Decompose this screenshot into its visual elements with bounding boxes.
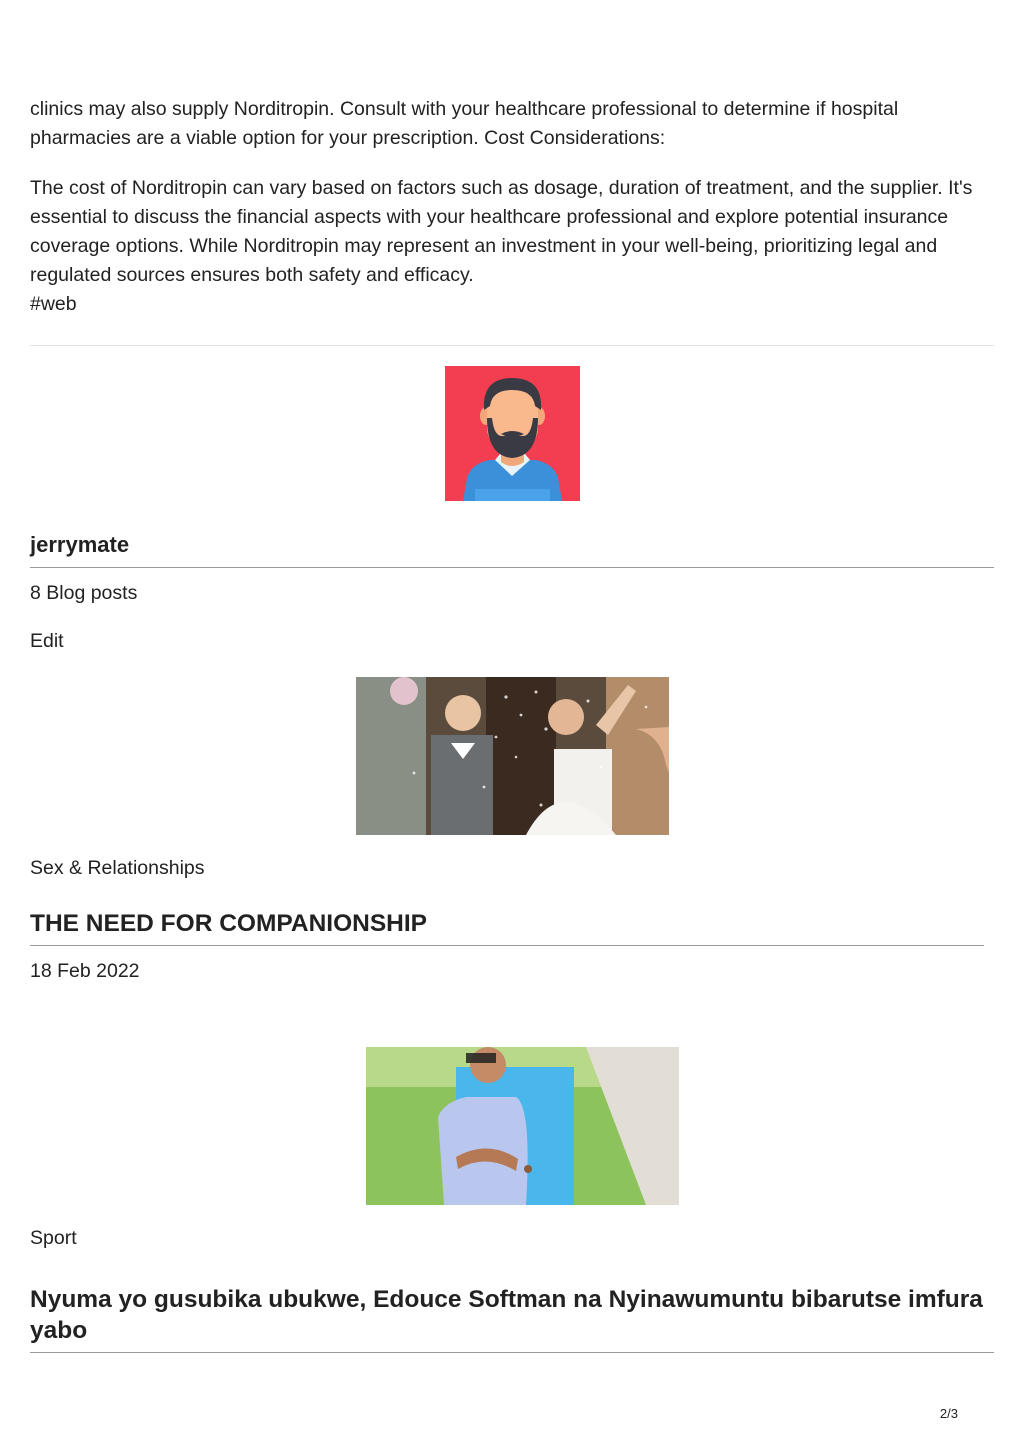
post-1-category[interactable]: Sex & Relationships [30, 857, 205, 879]
post-1-date: 18 Feb 2022 [30, 960, 140, 982]
edit-link[interactable]: Edit [30, 630, 64, 652]
author-name[interactable]: jerrymate [30, 532, 994, 568]
author-avatar[interactable] [445, 366, 580, 501]
post-2-category[interactable]: Sport [30, 1227, 77, 1249]
post-2-image[interactable] [366, 1047, 679, 1205]
article-paragraph-2 [30, 174, 994, 319]
page-number: 2/3 [939, 1406, 958, 1421]
post-2-title[interactable]: Nyuma yo gusubika ubukwe, Edouce Softman na Nyinawumuntu bibarutse imfura yabo [30, 1284, 994, 1353]
post-1-image[interactable] [356, 677, 669, 835]
article-paragraph-2-text: The cost of Norditropin can vary based on factors such as dosage, duration of treatment, and the supplier. It's essential to discuss the financial aspects with your healthcare professional and explore potential insurance coverage options. While Norditropin may represent an investment in your well-being, prioritizing legal and regulated sources ensures both safety and efficacy. [30, 177, 973, 286]
post-1-title[interactable]: THE NEED FOR COMPANIONSHIP [30, 908, 984, 946]
article-paragraph-1: clinics may also supply Norditropin. Consult with your healthcare professional to determine if hospital pharmacies are a viable option for your prescription. Cost Considerations: [30, 98, 899, 149]
author-post-count: 8 Blog posts [30, 582, 138, 604]
hashtag-link[interactable]: #web [30, 293, 77, 315]
page-content [30, 95, 994, 1353]
author-avatar-wrap [30, 366, 994, 506]
